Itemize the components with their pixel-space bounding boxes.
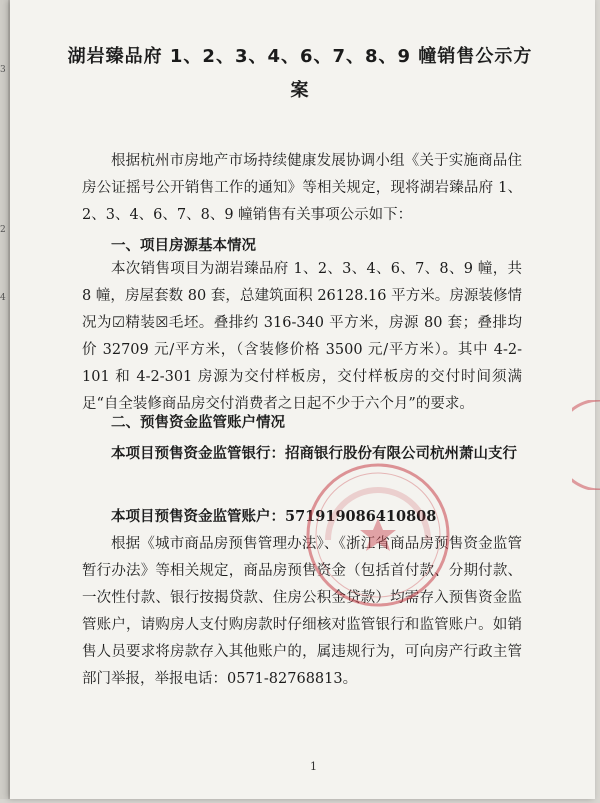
section1-heading: 一、项目房源基本情况 — [111, 238, 256, 254]
svg-text:4: 4 — [0, 293, 6, 303]
section1-paragraph: 本次销售项目为湖岩臻品府 1、2、3、4、6、7、8、9 幢，共 8 幢，房屋套数 80 套，总建筑面积 26128.16 平方米。房源装修情况为☑精装☒毛坯。叠排约 316-340 平方米，房源 80 套；叠排均价 32709 元/平方米，（含装修价格 3500 元/平方米）。其中 4-2-101 和 4-2-301 房源为交付样板房，交付样板房的交付时间须满足“自全装修商品房交付消费者之日起不少于六个月”的要求。 — [82, 261, 522, 412]
rules-paragraph: 根据《城市商品房预售管理办法》、《浙江省商品房预售资金监管暂行办法》等相关规定，商品房预售资金（包括首付款、分期付款、一次性付款、银行按揭贷款、住房公积金贷款）均需存入预售资金监管账户，请购房人支付购房款时仔细核对监管银行和监管账户。如销售人员要求将房款存入其他账户的，属违规行为，可向房产行政主管部门举报，举报电话：0571-82768813。 — [82, 536, 522, 687]
partial-seal-edge — [572, 400, 600, 490]
svg-text:2: 2 — [0, 225, 6, 235]
supervising-account-line: 本项目预售资金监管账户：571919086410808 — [111, 508, 437, 525]
supervising-bank-line: 本项目预售资金监管银行：招商银行股份有限公司杭州萧山支行 — [111, 445, 517, 462]
company-seal — [303, 460, 453, 610]
intro-paragraph: 根据杭州市房地产市场持续健康发展协调小组《关于实施商品住房公证摇号公开销售工作的通知》等相关规定，现将湖岩臻品府 1、2、3、4、6、7、8、9 幢销售有关事项公示如下： — [82, 153, 522, 223]
page-number: 1 — [310, 760, 317, 773]
svg-text:3: 3 — [0, 65, 6, 75]
edge-marks — [0, 0, 10, 799]
section2-heading: 二、预售资金监管账户情况 — [111, 415, 285, 431]
document-title: 湖岩臻品府 1、2、3、4、6、7、8、9 幢销售公示方案 — [67, 46, 533, 101]
